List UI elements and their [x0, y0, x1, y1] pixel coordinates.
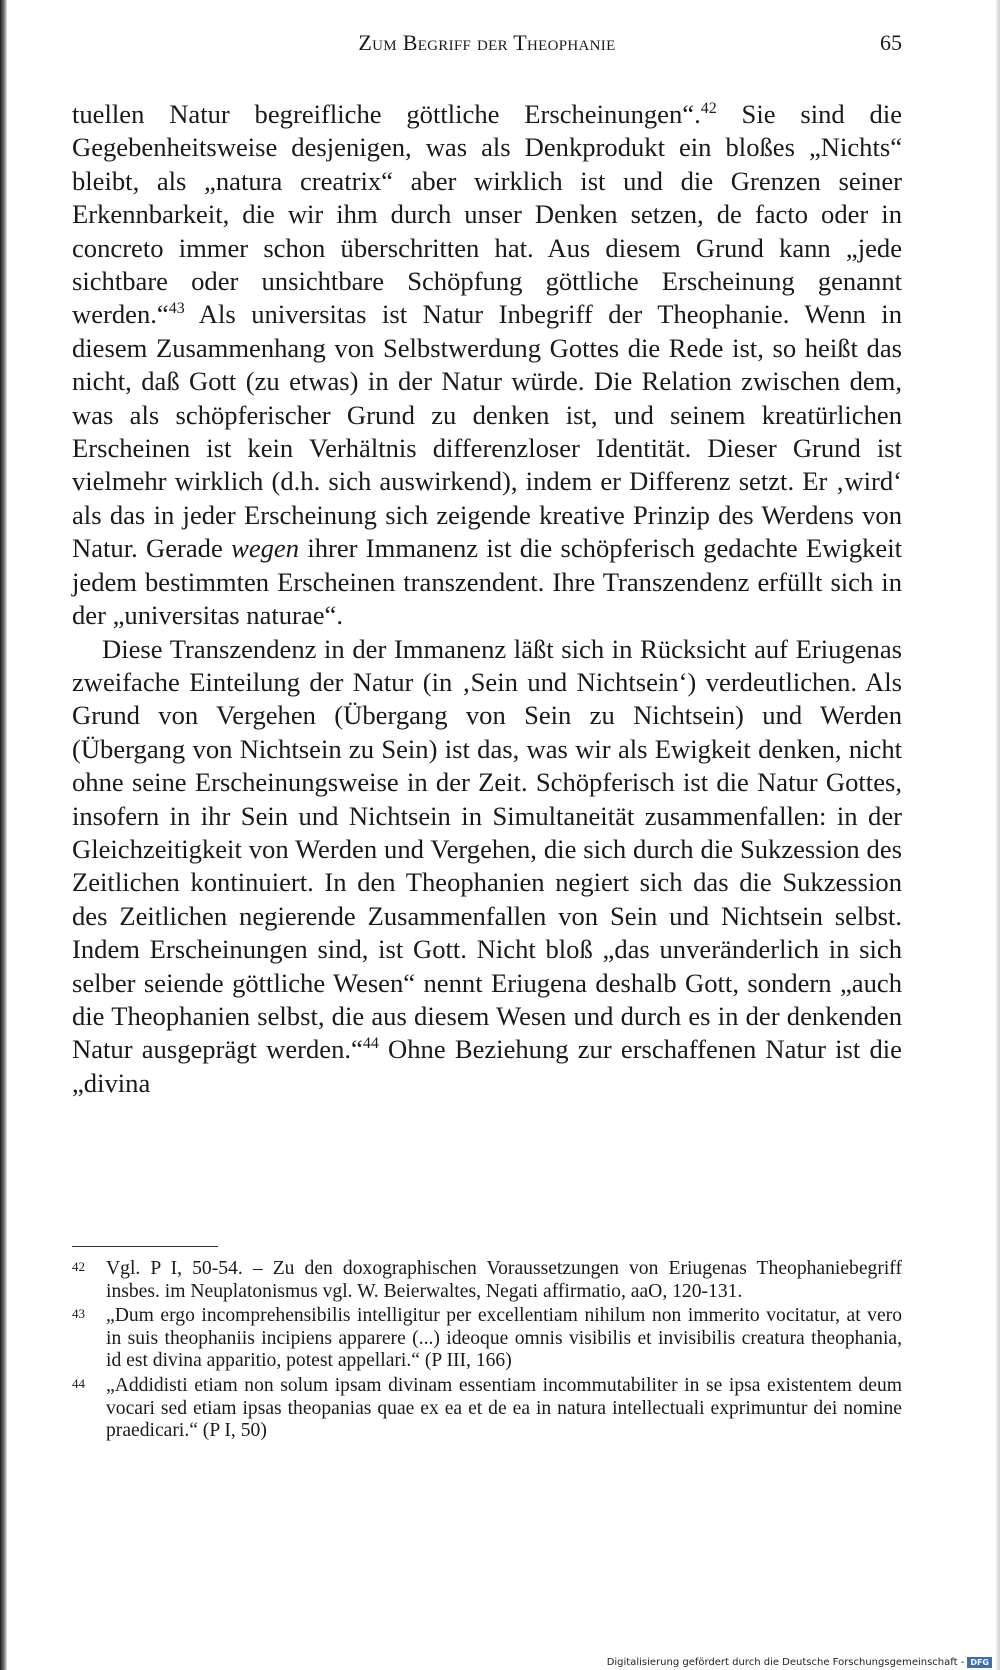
paragraph-1: tuellen Natur begreifliche göttliche Erscheinungen“.$^{42}$ Sie sind die Gegebenheitsweise desjenigen, was als Denkprodukt ein bloßes „Nichts“ bleibt, als „natura creatrix“ aber wirklich ist und die Grenzen seiner Erkennbarkeit, die wir ihm durch unser Denken setzen, de facto oder in concreto immer schon überschritten hat. Aus diesem Grund kann „jede sichtbare oder unsichtbare Schöpfung göttliche Erscheinung genannt werden.“$^{43}$ Als universitas ist Natur Inbegriff der Theophanie. Wenn in diesem Zusammenhang von Selbstwerdung Gottes die Rede ist, so heißt das nicht, daß Gott (zu etwas) in der Natur würde. Die Relation zwischen dem, was als schöpferischer Grund zu denken ist, und seinem kreatürlichen Erscheinen ist kein Verhältnis differenzloser Identität. Dieser Grund ist vielmehr wirklich (d.h. sich auswirkend), indem er Differenz setzt. Er ‚wird‘ als das in jeder Erscheinung sich zeigende kreative Prinzip des Werdens von Natur. Gerade wegen ihrer Immanenz ist die schöpferisch gedachte Ewigkeit jedem bestimmten Erscheinen transzendent. Ihre Transzendenz erfüllt sich in der „universitas naturae“. [72, 99, 903, 631]
page-binding-shadow [0, 0, 7, 1670]
footnote-text: „Addidisti etiam non solum ipsam divinam essentiam incommutabiliter in se ipsa existentem deum vocari sed etiam ipsas theopanias quae ex ea et de ea in natura intellectuali exprimuntur dei nomine praedicari.“ (P I, 50) [106, 1374, 902, 1442]
page-edge [996, 0, 1000, 1670]
footnote-ref-44[interactable]: 44 [362, 1035, 379, 1053]
digitization-credit [607, 1657, 992, 1668]
page-number: 65 [880, 30, 902, 55]
main-text [72, 98, 902, 1100]
footnotes [72, 1258, 902, 1445]
credit-text: Digitalisierung gefördert durch die Deutsche Forschungsgemeinschaft - [606, 1657, 965, 1668]
footnote-number: 43 [72, 1306, 85, 1322]
footnote-text: Vgl. P I, 50-54. – Zu den doxographischen Voraussetzungen von Eriugenas Theophaniebegriff insbes. im Neuplatonismus vgl. W. Beierwaltes, Negati affirmatio, aaO, 120-131. [106, 1258, 902, 1302]
footnote-separator [72, 1246, 218, 1247]
dfg-logo: DFG [967, 1657, 992, 1668]
footnote-42 [72, 1258, 902, 1303]
running-header [72, 30, 902, 64]
footnote-number: 42 [72, 1259, 85, 1274]
emphasis-wegen: wegen [231, 533, 300, 564]
footnote-text: „Dum ergo incomprehensibilis intelligitur per excellentiam nihilum non immerito vocitatur, at vero in suis theophaniis incipiens apparere (...) ideoque omnis visibilis et invisibilis creatura theophania, id est divina apparitio, potest appellari.“ (P III, 166) [106, 1305, 902, 1372]
footnote-43 [72, 1305, 902, 1373]
footnote-ref-43[interactable]: 43 [168, 300, 185, 318]
footnote-44 [72, 1375, 902, 1443]
footnote-number: 44 [72, 1375, 85, 1391]
paragraph-2: Diese Transzendenz in der Immanenz läßt sich in Rücksicht auf Eriugenas zweifache Einteilung der Natur (in ‚Sein und Nichtsein‘) verdeutlichen. Als Grund von Vergehen (Übergang von Sein zu Nichtsein) und Werden (Übergang von Nichtsein zu Sein) ist das, was wir als Ewigkeit denken, nicht ohne seine Erscheinungsweise in der Zeit. Schöpferisch ist die Natur Gottes, insofern in ihr Sein und Nichtsein in Simultaneität zusammenfallen: in der Gleichzeitigkeit von Werden und Vergehen, die sich durch die Sukzession des Zeitlichen kontinuiert. In den Theophanien negiert sich das die Sukzession des Zeitlichen negierende Zusammenfallen von Sein und Nichtsein selbst. Indem Erscheinungen sind, ist Gott. Nicht bloß „das unveränderlich in sich selber seiende göttliche Wesen“ nennt Eriugena deshalb Gott, sondern „auch die Theophanien selbst, die aus diesem Wesen und durch es in der denkenden Natur ausgeprägt werden.“$^{44}$ Ohne Beziehung zur erschaffenen Natur ist die „divina [72, 633, 902, 1098]
running-title: Zum Begriff der Theophanie [358, 30, 616, 55]
footnote-ref-42[interactable]: 42 [700, 100, 717, 118]
